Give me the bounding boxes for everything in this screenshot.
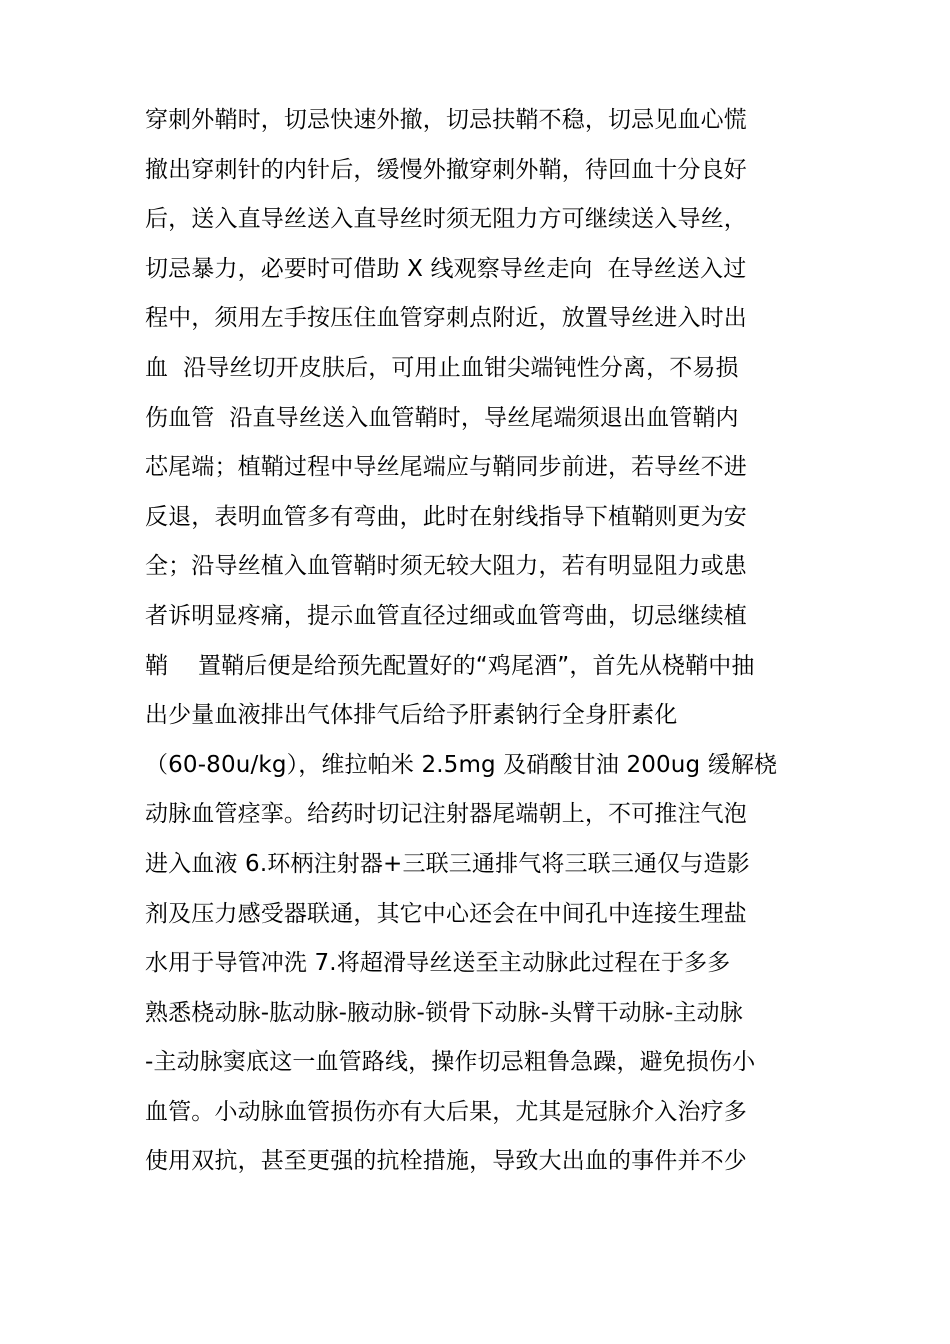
- text-line: 出少量血液排出气体排气后给予肝素钠行全身肝素化: [145, 702, 678, 729]
- text-line: 血 沿导丝切开皮肤后，可用止血钳尖端钝性分离，不易损: [145, 354, 739, 381]
- text-line: -主动脉窦底这一血管路线，操作切忌粗鲁急躁，避免损伤小: [145, 1049, 756, 1076]
- text-line: 剂及压力感受器联通，其它中心还会在中间孔中连接生理盐: [145, 900, 747, 927]
- text-line: 切忌暴力，必要时可借助 X 线观察导丝走向 在导丝送入过: [145, 255, 747, 282]
- text-line: 伤血管 沿直导丝送入血管鞘时，导丝尾端须退出血管鞘内: [145, 404, 739, 431]
- text-line: 鞘 置鞘后便是给预先配置好的“鸡尾酒”，首先从桡鞘中抽: [145, 652, 755, 679]
- text-line: 反退，表明血管多有弯曲，此时在射线指导下植鞘则更为安: [145, 503, 747, 530]
- text-line: 全；沿导丝植入血管鞘时须无较大阻力，若有明显阻力或患: [145, 553, 747, 580]
- text-line: 后，送入直导丝送入直导丝时须无阻力方可继续送入导丝，: [145, 206, 747, 233]
- text-line: 芯尾端；植鞘过程中导丝尾端应与鞘同步前进，若导丝不进: [145, 454, 747, 481]
- text-line: 进入血液 6.环柄注射器+三联三通排气将三联三通仅与造影: [145, 850, 750, 877]
- text-line: 熟悉桡动脉-肱动脉-腋动脉-锁骨下动脉-头臂干动脉-主动脉: [145, 999, 743, 1026]
- text-line: 穿刺外鞘时，切忌快速外撤，切忌扶鞘不稳，切忌见血心慌: [145, 107, 747, 133]
- text-line: 撤出穿刺针的内针后，缓慢外撤穿刺外鞘，待回血十分良好: [145, 156, 747, 183]
- text-line: 者诉明显疼痛，提示血管直径过细或血管弯曲，切忌继续植: [145, 602, 747, 629]
- text-line: （60-80u/kg），维拉帕米 2.5mg 及硝酸甘油 200ug 缓解桡: [145, 751, 778, 778]
- text-line: 动脉血管痉挛。给药时切记注射器尾端朝上，不可推注气泡: [145, 801, 747, 828]
- text-line: 水用于导管冲洗 7.将超滑导丝送至主动脉此过程在于多多: [145, 950, 731, 977]
- body-text: [145, 96, 815, 1187]
- text-line: 血管。小动脉血管损伤亦有大后果，尤其是冠脉介入治疗多: [145, 1098, 747, 1125]
- text-line: 使用双抗，甚至更强的抗栓措施，导致大出血的事件并不少: [145, 1148, 747, 1175]
- text-line: 程中，须用左手按压住血管穿刺点附近，放置导丝进入时出: [145, 305, 747, 332]
